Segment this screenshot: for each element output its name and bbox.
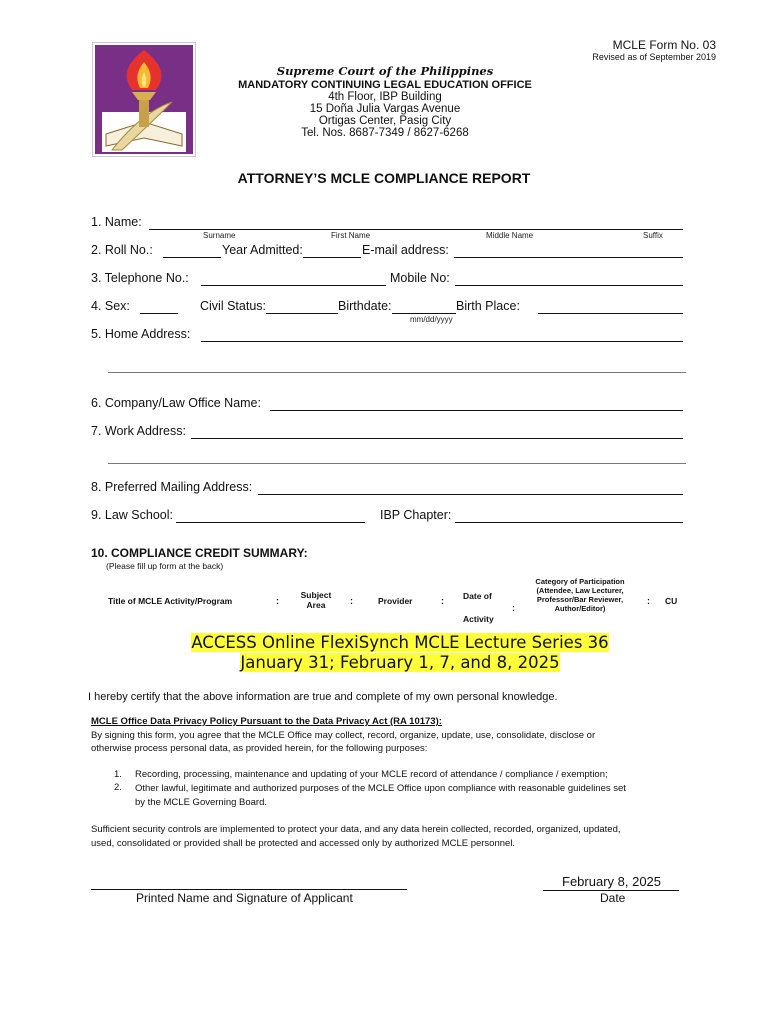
column-category-line-1: Category of Participation: [535, 577, 625, 586]
revision-date: Revised as of September 2019: [592, 52, 716, 62]
privacy-item-1: Recording, processing, maintenance and updating of your MCLE record of attendance / compliance / exemption;: [135, 769, 608, 780]
email-field[interactable]: [454, 257, 683, 258]
name-label: 1. Name:: [91, 215, 142, 229]
birthdate-label: Birthdate:: [338, 299, 392, 313]
colon-2: :: [350, 596, 353, 606]
privacy-intro: [91, 729, 595, 755]
colon-1: :: [276, 596, 279, 606]
column-category-line-4: Author/Editor): [554, 604, 606, 613]
summary-note: (Please fill up form at the back): [106, 561, 224, 571]
colon-4: :: [512, 603, 515, 613]
mailing-address-label: 8. Preferred Mailing Address:: [91, 480, 253, 494]
header-block: [220, 64, 550, 139]
ibp-chapter-label: IBP Chapter:: [380, 508, 452, 522]
work-address-label: 7. Work Address:: [91, 424, 186, 438]
column-subject-line-2: Area: [306, 600, 326, 610]
date-label: Date: [600, 891, 626, 905]
birthdate-format: mm/dd/yyyy: [410, 315, 453, 324]
law-school-field[interactable]: [176, 522, 365, 523]
mobile-label: Mobile No:: [390, 271, 450, 285]
column-date-line-1: Date of: [463, 591, 492, 601]
signature-label: Printed Name and Signature of Applicant: [136, 891, 353, 905]
telephone-numbers: Tel. Nos. 8687-7349 / 8627-6268: [301, 127, 469, 139]
activity-entry: [0, 633, 768, 673]
sex-label: 4. Sex:: [91, 299, 130, 313]
company-label: 6. Company/Law Office Name:: [91, 396, 261, 410]
mailing-address-field[interactable]: [258, 494, 683, 495]
privacy-item-1-number: 1.: [114, 769, 122, 780]
activity-title: ACCESS Online FlexiSynch MCLE Lecture Series 36: [191, 633, 609, 652]
address-line-1: 4th Floor, IBP Building: [328, 91, 442, 103]
middle-name-caption: Middle Name: [486, 231, 534, 240]
court-name: Supreme Court of the Philippines: [276, 64, 494, 78]
mobile-field[interactable]: [455, 285, 683, 286]
privacy-intro-line-1: By signing this form, you agree that the MCLE Office may collect, record, organize, update, use, consolidate, disclose or: [91, 730, 596, 741]
home-address-field[interactable]: [201, 341, 683, 342]
privacy-item-2: [135, 782, 626, 810]
home-address-field-2[interactable]: [108, 372, 686, 373]
work-address-field-2[interactable]: [108, 463, 686, 464]
form-number: MCLE Form No. 03: [612, 38, 716, 52]
column-title: Title of MCLE Activity/Program: [108, 596, 233, 606]
summary-heading: 10. COMPLIANCE CREDIT SUMMARY:: [91, 546, 308, 560]
ibp-chapter-field[interactable]: [455, 522, 683, 523]
column-category: [518, 577, 642, 613]
law-school-label: 9. Law School:: [91, 508, 173, 522]
work-address-field[interactable]: [191, 438, 683, 439]
privacy-item-2-line-2: by the MCLE Governing Board.: [135, 797, 268, 808]
email-label: E-mail address:: [362, 243, 449, 257]
roll-field[interactable]: [163, 257, 221, 258]
privacy-security: [91, 823, 621, 851]
column-provider: Provider: [378, 596, 413, 606]
civil-status-field[interactable]: [266, 313, 338, 314]
civil-status-label: Civil Status:: [200, 299, 266, 313]
colon-3: :: [441, 596, 444, 606]
column-category-line-3: Professor/Bar Reviewer,: [536, 595, 624, 604]
suffix-caption: Suffix: [643, 231, 663, 240]
privacy-security-line-1: Sufficient security controls are implemented to protect your data, and any data herein collected, recorded, organized, updated,: [91, 824, 621, 835]
form-title: ATTORNEY’S MCLE COMPLIANCE REPORT: [237, 170, 531, 186]
privacy-item-2-line-1: Other lawful, legitimate and authorized purposes of the MCLE Office upon compliance with reasonable guidelines set: [135, 783, 626, 794]
telephone-label: 3. Telephone No.:: [91, 271, 189, 285]
birth-place-label: Birth Place:: [456, 299, 520, 313]
column-date-line-2: Activity: [463, 614, 494, 624]
roll-label: 2. Roll No.:: [91, 243, 153, 257]
privacy-security-line-2: used, consolidated or provided shall be protected and accessed only by authorized MCLE personnel.: [91, 838, 516, 849]
home-address-label: 5. Home Address:: [91, 327, 191, 341]
colon-5: :: [647, 596, 650, 606]
first-name-caption: First Name: [331, 231, 371, 240]
sex-field[interactable]: [140, 313, 178, 314]
column-cu: CU: [665, 596, 678, 606]
date-value: February 8, 2025: [562, 874, 662, 889]
name-field[interactable]: [149, 229, 683, 230]
column-subject-line-1: Subject: [300, 590, 332, 600]
address-line-3: Ortigas Center, Pasig City: [318, 115, 452, 127]
birthdate-field[interactable]: [392, 313, 456, 314]
company-field[interactable]: [270, 410, 683, 411]
telephone-field[interactable]: [201, 285, 386, 286]
column-subject-area: [296, 590, 336, 610]
surname-caption: Surname: [203, 231, 236, 240]
column-category-line-2: (Attendee, Law Lecturer,: [536, 586, 624, 595]
privacy-item-2-number: 2.: [114, 782, 122, 793]
year-admitted-field[interactable]: [303, 257, 361, 258]
mcle-logo: [92, 42, 196, 157]
certification-statement: I hereby certify that the above information are true and complete of my own personal knowledge.: [88, 691, 558, 703]
privacy-heading: MCLE Office Data Privacy Policy Pursuant to the Data Privacy Act (RA 10173):: [91, 716, 442, 727]
birth-place-field[interactable]: [538, 313, 683, 314]
year-admitted-label: Year Admitted:: [222, 243, 303, 257]
signature-line[interactable]: [91, 889, 407, 890]
activity-dates: January 31; February 1, 7, and 8, 2025: [240, 653, 560, 672]
address-line-2: 15 Doña Julia Vargas Avenue: [309, 103, 461, 115]
privacy-intro-line-2: otherwise process personal data, as provided herein, for the following purposes:: [91, 743, 428, 754]
office-name: MANDATORY CONTINUING LEGAL EDUCATION OFFICE: [238, 79, 532, 91]
